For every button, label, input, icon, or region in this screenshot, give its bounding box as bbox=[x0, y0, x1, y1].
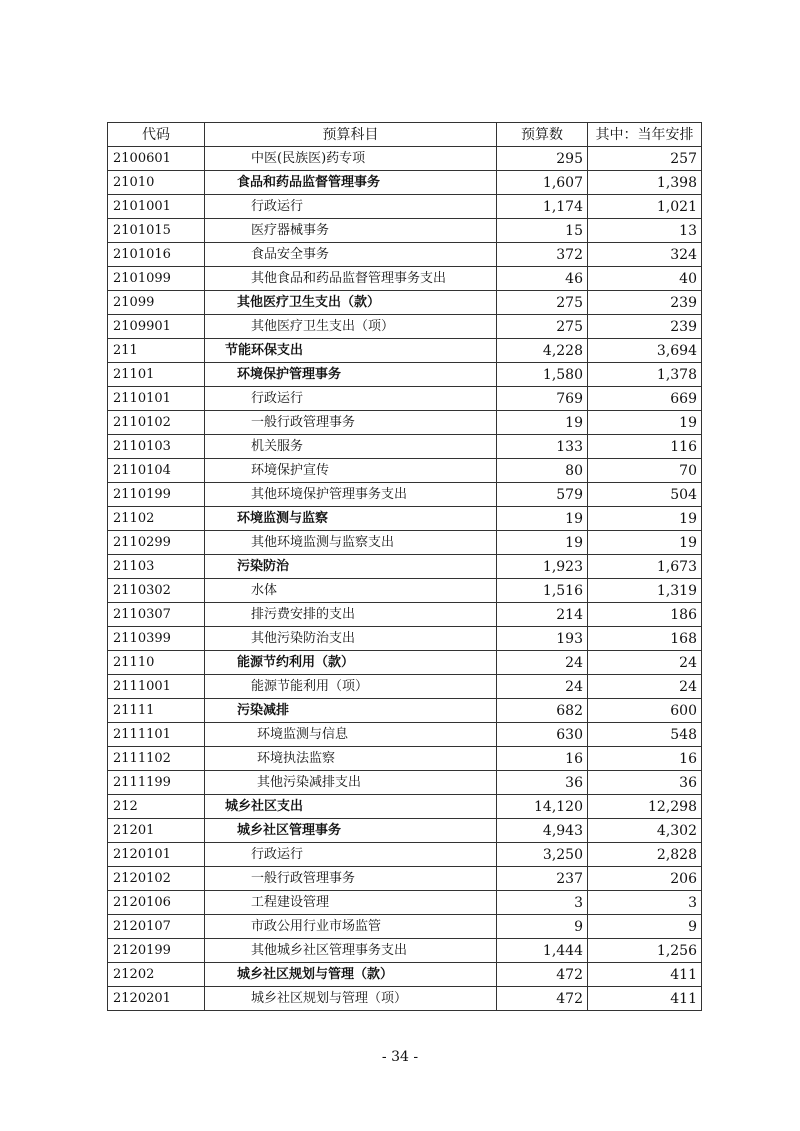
row-subject: 城乡社区规划与管理（款） bbox=[205, 963, 497, 987]
row-code: 21111 bbox=[108, 699, 205, 723]
row-subject: 环境执法监察 bbox=[205, 747, 497, 771]
row-budget: 1,174 bbox=[497, 195, 588, 219]
row-subject: 能源节能利用（项） bbox=[205, 675, 497, 699]
row-current-year: 411 bbox=[588, 987, 702, 1011]
row-code: 2110299 bbox=[108, 531, 205, 555]
row-budget: 275 bbox=[497, 291, 588, 315]
row-subject: 其他环境监测与监察支出 bbox=[205, 531, 497, 555]
row-budget: 16 bbox=[497, 747, 588, 771]
table-row bbox=[108, 939, 702, 963]
row-current-year: 70 bbox=[588, 459, 702, 483]
row-subject: 其他食品和药品监督管理事务支出 bbox=[205, 267, 497, 291]
budget-table bbox=[107, 122, 702, 1011]
row-subject: 中医(民族医)药专项 bbox=[205, 147, 497, 171]
page-number: - 34 - bbox=[381, 1049, 419, 1065]
table-row bbox=[108, 339, 702, 363]
header-budget: 预算数 bbox=[497, 123, 588, 147]
row-code: 2100601 bbox=[108, 147, 205, 171]
table-row bbox=[108, 195, 702, 219]
table-row bbox=[108, 987, 702, 1011]
row-current-year: 12,298 bbox=[588, 795, 702, 819]
row-budget: 214 bbox=[497, 603, 588, 627]
row-code: 2110102 bbox=[108, 411, 205, 435]
row-subject: 工程建设管理 bbox=[205, 891, 497, 915]
row-budget: 36 bbox=[497, 771, 588, 795]
row-current-year: 1,398 bbox=[588, 171, 702, 195]
table-row bbox=[108, 435, 702, 459]
row-code: 2110307 bbox=[108, 603, 205, 627]
row-budget: 24 bbox=[497, 675, 588, 699]
row-budget: 1,444 bbox=[497, 939, 588, 963]
row-subject: 食品安全事务 bbox=[205, 243, 497, 267]
row-subject: 城乡社区规划与管理（项） bbox=[205, 987, 497, 1011]
table-row bbox=[108, 483, 702, 507]
row-subject: 能源节约利用（款） bbox=[205, 651, 497, 675]
table-row bbox=[108, 243, 702, 267]
row-budget: 46 bbox=[497, 267, 588, 291]
row-budget: 237 bbox=[497, 867, 588, 891]
row-code: 21010 bbox=[108, 171, 205, 195]
table-row bbox=[108, 219, 702, 243]
row-subject: 机关服务 bbox=[205, 435, 497, 459]
row-budget: 24 bbox=[497, 651, 588, 675]
row-current-year: 1,021 bbox=[588, 195, 702, 219]
row-code: 2110302 bbox=[108, 579, 205, 603]
table-row bbox=[108, 723, 702, 747]
row-code: 2101099 bbox=[108, 267, 205, 291]
row-subject: 其他医疗卫生支出（项） bbox=[205, 315, 497, 339]
row-code: 211 bbox=[108, 339, 205, 363]
row-code: 2111102 bbox=[108, 747, 205, 771]
row-budget: 14,120 bbox=[497, 795, 588, 819]
row-subject: 污染减排 bbox=[205, 699, 497, 723]
row-budget: 472 bbox=[497, 963, 588, 987]
table-row bbox=[108, 411, 702, 435]
row-current-year: 411 bbox=[588, 963, 702, 987]
row-current-year: 324 bbox=[588, 243, 702, 267]
row-code: 2120201 bbox=[108, 987, 205, 1011]
header-code: 代码 bbox=[108, 123, 205, 147]
row-current-year: 36 bbox=[588, 771, 702, 795]
row-budget: 19 bbox=[497, 507, 588, 531]
row-code: 21201 bbox=[108, 819, 205, 843]
row-budget: 15 bbox=[497, 219, 588, 243]
row-current-year: 9 bbox=[588, 915, 702, 939]
row-current-year: 116 bbox=[588, 435, 702, 459]
row-current-year: 24 bbox=[588, 651, 702, 675]
row-current-year: 3 bbox=[588, 891, 702, 915]
row-budget: 1,580 bbox=[497, 363, 588, 387]
row-current-year: 19 bbox=[588, 507, 702, 531]
row-budget: 133 bbox=[497, 435, 588, 459]
table-row bbox=[108, 963, 702, 987]
table-row bbox=[108, 915, 702, 939]
row-subject: 食品和药品监督管理事务 bbox=[205, 171, 497, 195]
row-current-year: 2,828 bbox=[588, 843, 702, 867]
row-subject: 城乡社区支出 bbox=[205, 795, 497, 819]
row-subject: 环境保护宣传 bbox=[205, 459, 497, 483]
row-code: 2110199 bbox=[108, 483, 205, 507]
table-row bbox=[108, 315, 702, 339]
table-row bbox=[108, 699, 702, 723]
row-subject: 环境保护管理事务 bbox=[205, 363, 497, 387]
row-code: 2101015 bbox=[108, 219, 205, 243]
row-current-year: 1,319 bbox=[588, 579, 702, 603]
row-subject: 行政运行 bbox=[205, 387, 497, 411]
row-code: 2120199 bbox=[108, 939, 205, 963]
row-subject: 行政运行 bbox=[205, 195, 497, 219]
row-budget: 275 bbox=[497, 315, 588, 339]
row-budget: 4,943 bbox=[497, 819, 588, 843]
row-budget: 372 bbox=[497, 243, 588, 267]
row-code: 2101001 bbox=[108, 195, 205, 219]
row-subject: 其他医疗卫生支出（款） bbox=[205, 291, 497, 315]
table-header bbox=[108, 123, 702, 147]
row-code: 2110101 bbox=[108, 387, 205, 411]
row-current-year: 1,673 bbox=[588, 555, 702, 579]
table-row bbox=[108, 651, 702, 675]
row-subject: 污染防治 bbox=[205, 555, 497, 579]
row-budget: 295 bbox=[497, 147, 588, 171]
row-subject: 一般行政管理事务 bbox=[205, 867, 497, 891]
row-current-year: 19 bbox=[588, 411, 702, 435]
row-code: 2111199 bbox=[108, 771, 205, 795]
row-current-year: 239 bbox=[588, 291, 702, 315]
row-code: 21110 bbox=[108, 651, 205, 675]
table-row bbox=[108, 171, 702, 195]
table-row bbox=[108, 147, 702, 171]
row-budget: 3 bbox=[497, 891, 588, 915]
row-current-year: 13 bbox=[588, 219, 702, 243]
row-budget: 193 bbox=[497, 627, 588, 651]
row-budget: 1,607 bbox=[497, 171, 588, 195]
row-current-year: 24 bbox=[588, 675, 702, 699]
table-body bbox=[108, 147, 702, 1011]
row-current-year: 3,694 bbox=[588, 339, 702, 363]
table-row bbox=[108, 819, 702, 843]
row-code: 21102 bbox=[108, 507, 205, 531]
row-current-year: 40 bbox=[588, 267, 702, 291]
table-row bbox=[108, 771, 702, 795]
table-row bbox=[108, 267, 702, 291]
row-budget: 80 bbox=[497, 459, 588, 483]
row-current-year: 16 bbox=[588, 747, 702, 771]
row-subject: 行政运行 bbox=[205, 843, 497, 867]
row-subject: 城乡社区管理事务 bbox=[205, 819, 497, 843]
row-budget: 4,228 bbox=[497, 339, 588, 363]
table-row bbox=[108, 867, 702, 891]
row-code: 2109901 bbox=[108, 315, 205, 339]
row-current-year: 168 bbox=[588, 627, 702, 651]
row-code: 2120107 bbox=[108, 915, 205, 939]
row-code: 2111001 bbox=[108, 675, 205, 699]
row-current-year: 669 bbox=[588, 387, 702, 411]
row-code: 2111101 bbox=[108, 723, 205, 747]
row-code: 2120102 bbox=[108, 867, 205, 891]
row-budget: 630 bbox=[497, 723, 588, 747]
table-row bbox=[108, 603, 702, 627]
table-row bbox=[108, 291, 702, 315]
row-current-year: 600 bbox=[588, 699, 702, 723]
table-row bbox=[108, 627, 702, 651]
row-current-year: 257 bbox=[588, 147, 702, 171]
row-code: 2110399 bbox=[108, 627, 205, 651]
row-code: 21101 bbox=[108, 363, 205, 387]
row-code: 2110103 bbox=[108, 435, 205, 459]
row-code: 212 bbox=[108, 795, 205, 819]
row-subject: 水体 bbox=[205, 579, 497, 603]
table-row bbox=[108, 555, 702, 579]
row-budget: 472 bbox=[497, 987, 588, 1011]
header-subject: 预算科目 bbox=[205, 123, 497, 147]
row-budget: 1,516 bbox=[497, 579, 588, 603]
header-current-year: 其中：当年安排 bbox=[588, 123, 702, 147]
row-current-year: 1,378 bbox=[588, 363, 702, 387]
row-subject: 其他环境保护管理事务支出 bbox=[205, 483, 497, 507]
row-budget: 19 bbox=[497, 411, 588, 435]
row-current-year: 504 bbox=[588, 483, 702, 507]
row-subject: 其他城乡社区管理事务支出 bbox=[205, 939, 497, 963]
table-row bbox=[108, 507, 702, 531]
table-row bbox=[108, 387, 702, 411]
table-row bbox=[108, 531, 702, 555]
row-budget: 9 bbox=[497, 915, 588, 939]
row-subject: 环境监测与信息 bbox=[205, 723, 497, 747]
row-subject: 其他污染防治支出 bbox=[205, 627, 497, 651]
table-row bbox=[108, 579, 702, 603]
row-subject: 排污费安排的支出 bbox=[205, 603, 497, 627]
row-subject: 市政公用行业市场监管 bbox=[205, 915, 497, 939]
row-subject: 环境监测与监察 bbox=[205, 507, 497, 531]
table-row bbox=[108, 747, 702, 771]
row-code: 2120106 bbox=[108, 891, 205, 915]
header-row bbox=[108, 123, 702, 147]
table-row bbox=[108, 459, 702, 483]
row-current-year: 4,302 bbox=[588, 819, 702, 843]
table-row bbox=[108, 891, 702, 915]
row-code: 2110104 bbox=[108, 459, 205, 483]
row-current-year: 1,256 bbox=[588, 939, 702, 963]
row-code: 2120101 bbox=[108, 843, 205, 867]
table-row bbox=[108, 843, 702, 867]
row-current-year: 19 bbox=[588, 531, 702, 555]
row-subject: 医疗器械事务 bbox=[205, 219, 497, 243]
table-row bbox=[108, 795, 702, 819]
row-subject: 一般行政管理事务 bbox=[205, 411, 497, 435]
row-current-year: 548 bbox=[588, 723, 702, 747]
row-budget: 3,250 bbox=[497, 843, 588, 867]
row-budget: 769 bbox=[497, 387, 588, 411]
row-subject: 其他污染减排支出 bbox=[205, 771, 497, 795]
row-budget: 682 bbox=[497, 699, 588, 723]
row-current-year: 186 bbox=[588, 603, 702, 627]
table-row bbox=[108, 363, 702, 387]
row-code: 2101016 bbox=[108, 243, 205, 267]
row-budget: 579 bbox=[497, 483, 588, 507]
row-budget: 19 bbox=[497, 531, 588, 555]
row-current-year: 239 bbox=[588, 315, 702, 339]
row-code: 21103 bbox=[108, 555, 205, 579]
row-code: 21099 bbox=[108, 291, 205, 315]
row-code: 21202 bbox=[108, 963, 205, 987]
row-budget: 1,923 bbox=[497, 555, 588, 579]
row-subject: 节能环保支出 bbox=[205, 339, 497, 363]
row-current-year: 206 bbox=[588, 867, 702, 891]
table-row bbox=[108, 675, 702, 699]
